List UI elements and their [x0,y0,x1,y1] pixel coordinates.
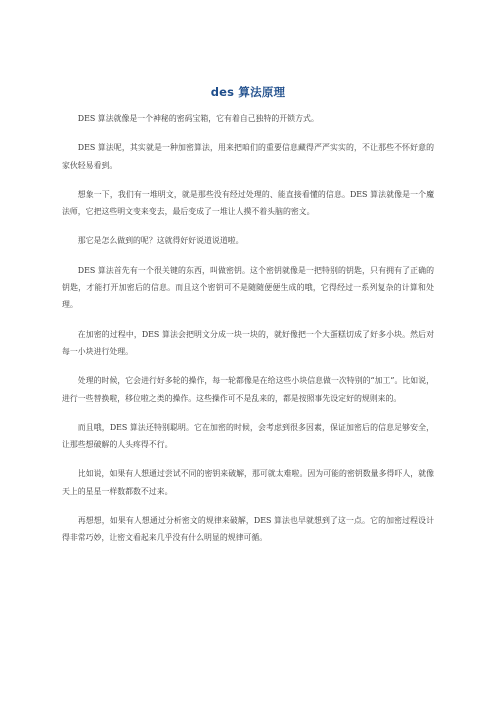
document-body [62,110,434,559]
paragraph-4: 那它是怎么做到的呢？这就得好好说道说道啦。 [77,236,244,246]
document-title: des 算法原理 [210,85,286,99]
paragraph-3: 想象一下，我们有一堆明文，就是那些没有经过处理的、能直接看懂的信息。DES 算法就像是一个魔法师，它把这些明文变来变去，最后变成了一堆让人摸不着头脑的密文。 [62,189,434,217]
paragraph-6: 在加密的过程中，DES 算法会把明文分成一块一块的，就好像把一个大蛋糕切成了好多小块。然后对每一小块进行处理。 [62,329,434,356]
paragraph-1: DES 算法就像是一个神秘的密码宝箱，它有着自己独特的开锁方式。 [77,114,319,123]
paragraph-10: 再想想，如果有人想通过分析密文的规律来破解，DES 算法也早就想到了这一点。它的加密过程设计得非常巧妙，让密文看起来几乎没有什么明显的规律可循。 [62,516,434,543]
paragraph-7: 处理的时候，它会进行好多轮的操作，每一轮都像是在给这些小块信息做一次特别的“加工”。比如说，进行一些替换啦，移位啦之类的操作。这些操作可不是乱来的，都是按照事先设定好的规则来的。 [62,376,434,403]
paragraph-2: DES 算法呢，其实就是一种加密算法，用来把咱们的重要信息藏得严严实实的，不让那些不怀好意的家伙轻易看到。 [62,143,434,170]
paragraph-5: DES 算法首先有一个很关键的东西，叫做密钥。这个密钥就像是一把特别的钥匙，只有拥有了正确的钥匙，才能打开加密后的信息。而且这个密钥可不是随随便便生成的哦，它得经过一系列复杂的计算和处理。 [62,265,434,310]
paragraph-9: 比如说，如果有人想通过尝试不同的密钥来破解，那可就太难啦。因为可能的密钥数量多得吓人，就像天上的星星一样数都数不过来。 [62,469,434,496]
paragraph-8: 而且哦，DES 算法还特别聪明。它在加密的时候，会考虑到很多因素，保证加密后的信息足够安全，让那些想破解的人头疼得不行。 [62,422,434,450]
